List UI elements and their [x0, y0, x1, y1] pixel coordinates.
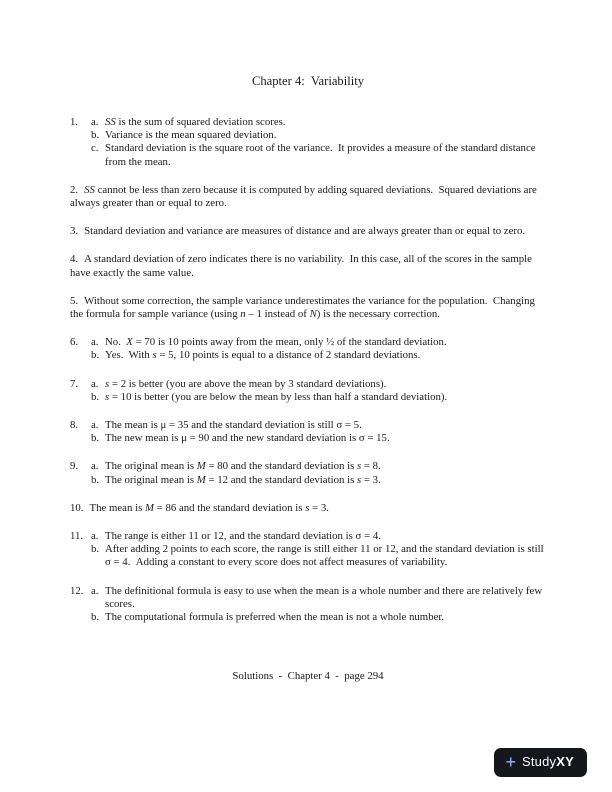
solution-item-1 [70, 116, 546, 169]
item-part [91, 432, 546, 445]
solution-item-2 [70, 184, 546, 210]
item-parts [91, 585, 546, 625]
part-text: No. X = 70 is 10 points away from the mean, only ½ of the standard deviation. [105, 336, 447, 349]
item-number: 5. [70, 294, 79, 307]
item-part [91, 142, 546, 168]
item-text: SS cannot be less than zero because it is computed by adding squared deviations. Squared deviations are always greater than or equal to zero. [70, 183, 540, 210]
studyxy-logo-badge [494, 748, 587, 777]
solution-item-10 [70, 502, 546, 515]
item-number: 4. [70, 253, 79, 266]
part-label: a. [91, 377, 99, 390]
part-text: s = 10 is better (you are below the mean by less than half a standard deviation). [105, 390, 448, 403]
item-part [91, 474, 546, 487]
part-text: s = 2 is better (you are above the mean by 3 standard deviations). [105, 377, 387, 390]
solution-item-11 [70, 530, 546, 570]
logo-text [522, 753, 574, 771]
item-number: 12. [70, 584, 84, 597]
solution-item-7 [70, 378, 546, 404]
part-text: The original mean is M = 12 and the standard deviation is s = 3. [105, 473, 381, 486]
part-text: The range is either 11 or 12, and the standard deviation is σ = 4. [105, 530, 381, 543]
item-parts [91, 336, 546, 362]
part-text: The definitional formula is easy to use when the mean is a whole number and there are relatively few scores. [105, 584, 545, 610]
item-part [91, 336, 546, 349]
plus-icon: + [505, 751, 516, 772]
solution-item-4 [70, 253, 546, 279]
item-part [91, 585, 546, 611]
part-label: a. [91, 336, 99, 349]
item-parts [91, 419, 546, 445]
logo-brand-study: Study [522, 754, 557, 769]
part-label: b. [91, 349, 100, 362]
part-label: b. [91, 129, 100, 142]
part-text: After adding 2 points to each score, the range is still either 11 or 12, and the standard deviation is still σ = 4. Adding a constant to every score does not affect measures of variability. [105, 543, 547, 569]
solution-item-9 [70, 460, 546, 486]
solution-item-6 [70, 336, 546, 362]
item-part [91, 378, 546, 391]
item-number: 8. [70, 419, 79, 432]
item-part [91, 349, 546, 362]
part-label: c. [91, 142, 99, 155]
solution-item-3 [70, 225, 546, 238]
item-number: 11. [70, 530, 84, 543]
item-text: Without some correction, the sample variance underestimates the variance for the population. Changing the formula for sample variance (using n – 1 instead of N) is the necessary correction. [70, 294, 538, 321]
item-part [91, 419, 546, 432]
solution-item-5 [70, 295, 546, 321]
item-number: 1. [70, 116, 79, 128]
item-part [91, 530, 546, 543]
part-label: b. [91, 390, 100, 403]
solution-item-12 [70, 585, 546, 625]
part-text: The computational formula is preferred when the mean is not a whole number. [105, 611, 445, 624]
item-number: 6. [70, 336, 79, 349]
part-text: The mean is μ = 35 and the standard deviation is still σ = 5. [105, 419, 362, 432]
item-part [91, 611, 546, 624]
part-text: Variance is the mean squared deviation. [105, 129, 277, 142]
item-parts [91, 378, 546, 404]
item-part [91, 543, 546, 569]
part-label: b. [91, 432, 100, 445]
item-part [91, 460, 546, 473]
item-text: Standard deviation and variance are measures of distance and are always greater than or equal to zero. [84, 225, 526, 238]
part-label: b. [91, 473, 100, 486]
page-title: Chapter 4: Variability [251, 74, 365, 88]
part-label: b. [91, 543, 100, 556]
part-text: Yes. With s = 5, 10 points is equal to a distance of 2 standard deviations. [105, 349, 421, 362]
item-part [91, 129, 546, 142]
item-number: 2. [70, 183, 79, 196]
part-text: SS is the sum of squared deviation scores. [105, 116, 286, 128]
logo-brand-xy: XY [556, 754, 574, 769]
item-number: 10. [70, 501, 84, 514]
item-number: 9. [70, 460, 79, 473]
part-label: a. [91, 530, 99, 543]
item-text: The mean is M = 86 and the standard deviation is s = 3. [89, 501, 329, 514]
part-label: a. [91, 116, 99, 128]
item-number: 3. [70, 225, 79, 238]
part-label: a. [91, 419, 99, 432]
part-text: The original mean is M = 80 and the standard deviation is s = 8. [105, 460, 381, 473]
part-label: b. [91, 611, 100, 624]
part-label: a. [91, 460, 99, 473]
item-text: A standard deviation of zero indicates there is no variability. In this case, all of the scores in the sample have exactly the same value. [70, 253, 535, 279]
page-footer: Solutions - Chapter 4 - page 294 [232, 670, 384, 683]
item-parts [91, 116, 546, 169]
item-parts [91, 460, 546, 486]
item-part [91, 116, 546, 129]
solution-item-8 [70, 419, 546, 445]
item-part [91, 391, 546, 404]
part-label: a. [91, 584, 99, 597]
part-text: Standard deviation is the square root of the variance. It provides a measure of the standard distance from the mean. [105, 142, 539, 168]
item-number: 7. [70, 377, 79, 390]
item-parts [91, 530, 546, 570]
part-text: The new mean is μ = 90 and the new standard deviation is σ = 15. [105, 432, 390, 445]
